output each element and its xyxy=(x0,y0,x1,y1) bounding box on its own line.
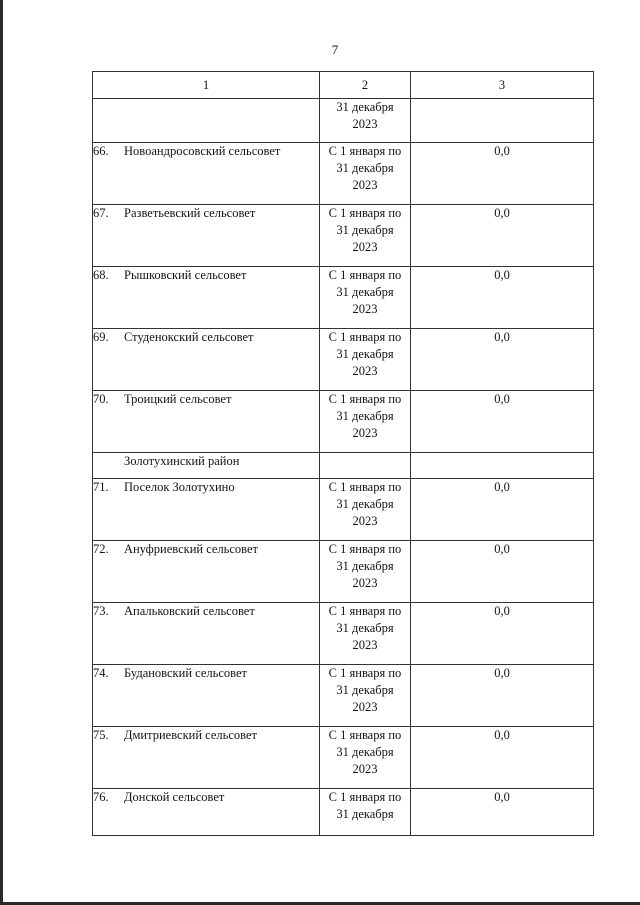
name-cell xyxy=(93,143,320,205)
table-row xyxy=(93,329,594,391)
period-line: С 1 января по xyxy=(328,268,402,282)
period-line: 2023 xyxy=(352,638,378,652)
table-row xyxy=(93,479,594,541)
table-row xyxy=(93,267,594,329)
period-line: 2023 xyxy=(352,364,378,378)
name-cell xyxy=(93,541,320,603)
municipality-name: Разветьевский сельсовет xyxy=(124,206,256,220)
row-number: 70. xyxy=(93,392,109,406)
period-line: 2023 xyxy=(352,514,378,528)
period-line: 2023 xyxy=(352,302,378,316)
row-number: 73. xyxy=(93,604,109,618)
period-line: С 1 января по xyxy=(328,542,402,556)
period-line: 2023 xyxy=(352,426,378,440)
period-line: 2023 xyxy=(352,700,378,714)
period-line: С 1 января по xyxy=(328,206,402,220)
period-line: 2023 xyxy=(352,117,378,131)
name-cell xyxy=(93,267,320,329)
period-cell xyxy=(320,727,411,789)
value-cell: 0,0 xyxy=(411,479,594,541)
header-col-1: 1 xyxy=(93,72,320,99)
municipality-name: Дмитриевский сельсовет xyxy=(124,728,258,742)
period-cell xyxy=(320,541,411,603)
row-number: 68. xyxy=(93,268,109,282)
period-line: 2023 xyxy=(352,762,378,776)
period-cell xyxy=(320,789,411,836)
header-col-3: 3 xyxy=(411,72,594,99)
period-cell xyxy=(320,267,411,329)
period-cell xyxy=(320,143,411,205)
allocation-table xyxy=(92,71,594,836)
period-line: 31 декабря xyxy=(336,161,394,175)
period-line: С 1 января по xyxy=(328,728,402,742)
value-cell: 0,0 xyxy=(411,727,594,789)
continuation-period-cell xyxy=(320,99,411,143)
continuation-row xyxy=(93,99,594,143)
row-number: 75. xyxy=(93,728,109,742)
municipality-name: Ануфриевский сельсовет xyxy=(124,542,259,556)
period-line: 31 декабря xyxy=(336,100,394,114)
page-number: 7 xyxy=(331,42,339,57)
name-cell xyxy=(93,727,320,789)
period-line: 2023 xyxy=(352,240,378,254)
table-row xyxy=(93,727,594,789)
period-cell xyxy=(320,329,411,391)
district-row xyxy=(93,453,594,479)
period-line: С 1 января по xyxy=(328,604,402,618)
name-cell xyxy=(93,479,320,541)
municipality-name: Поселок Золотухино xyxy=(124,480,235,494)
period-line: 31 декабря xyxy=(336,223,394,237)
municipality-name: Новоандросовский сельсовет xyxy=(124,144,281,158)
period-line: С 1 января по xyxy=(328,330,402,344)
value-cell: 0,0 xyxy=(411,329,594,391)
name-cell xyxy=(93,789,320,836)
name-cell xyxy=(93,205,320,267)
district-label: Золотухинский район xyxy=(124,454,240,468)
name-cell xyxy=(93,391,320,453)
district-period-cell xyxy=(320,453,411,479)
table-row xyxy=(93,665,594,727)
table-row xyxy=(93,603,594,665)
continuation-name-cell xyxy=(93,99,320,143)
period-line: С 1 января по xyxy=(328,144,402,158)
municipality-name: Рышковский сельсовет xyxy=(124,268,247,282)
district-name-cell xyxy=(93,453,320,479)
row-number: 71. xyxy=(93,480,109,494)
table-header-row xyxy=(93,72,594,99)
municipality-name: Студенокский сельсовет xyxy=(124,330,254,344)
period-line: 31 декабря xyxy=(336,745,394,759)
period-line: 31 декабря xyxy=(336,347,394,361)
district-value-cell xyxy=(411,453,594,479)
table-row xyxy=(93,143,594,205)
value-cell: 0,0 xyxy=(411,789,594,836)
period-line: 31 декабря xyxy=(336,807,394,821)
period-line: 31 декабря xyxy=(336,497,394,511)
value-cell: 0,0 xyxy=(411,143,594,205)
period-line: С 1 января по xyxy=(328,392,402,406)
period-line: С 1 января по xyxy=(328,666,402,680)
period-line: С 1 января по xyxy=(328,480,402,494)
row-number: 74. xyxy=(93,666,109,680)
period-line: 31 декабря xyxy=(336,559,394,573)
name-cell xyxy=(93,603,320,665)
value-cell: 0,0 xyxy=(411,391,594,453)
name-cell xyxy=(93,329,320,391)
period-line: 31 декабря xyxy=(336,285,394,299)
period-line: 2023 xyxy=(352,576,378,590)
period-line: 31 декабря xyxy=(336,409,394,423)
municipality-name: Троицкий сельсовет xyxy=(124,392,232,406)
table-row xyxy=(93,391,594,453)
period-cell xyxy=(320,391,411,453)
row-number: 76. xyxy=(93,790,109,804)
period-line: 31 декабря xyxy=(336,683,394,697)
period-line: 2023 xyxy=(352,178,378,192)
header-col-2: 2 xyxy=(320,72,411,99)
period-cell xyxy=(320,665,411,727)
table-row xyxy=(93,205,594,267)
value-cell: 0,0 xyxy=(411,603,594,665)
continuation-value-cell xyxy=(411,99,594,143)
value-cell: 0,0 xyxy=(411,205,594,267)
row-number: 66. xyxy=(93,144,109,158)
row-number: 69. xyxy=(93,330,109,344)
municipality-name: Апальковский сельсовет xyxy=(124,604,255,618)
value-cell: 0,0 xyxy=(411,267,594,329)
period-cell xyxy=(320,603,411,665)
scan-edge-left xyxy=(0,0,3,905)
period-cell xyxy=(320,479,411,541)
period-line: С 1 января по xyxy=(328,790,402,804)
value-cell: 0,0 xyxy=(411,665,594,727)
period-line: 31 декабря xyxy=(336,621,394,635)
municipality-name: Донской сельсовет xyxy=(124,790,225,804)
table-row xyxy=(93,789,594,836)
value-cell: 0,0 xyxy=(411,541,594,603)
table-row xyxy=(93,541,594,603)
row-number: 72. xyxy=(93,542,109,556)
municipality-name: Будановский сельсовет xyxy=(124,666,247,680)
name-cell xyxy=(93,665,320,727)
period-cell xyxy=(320,205,411,267)
row-number: 67. xyxy=(93,206,109,220)
